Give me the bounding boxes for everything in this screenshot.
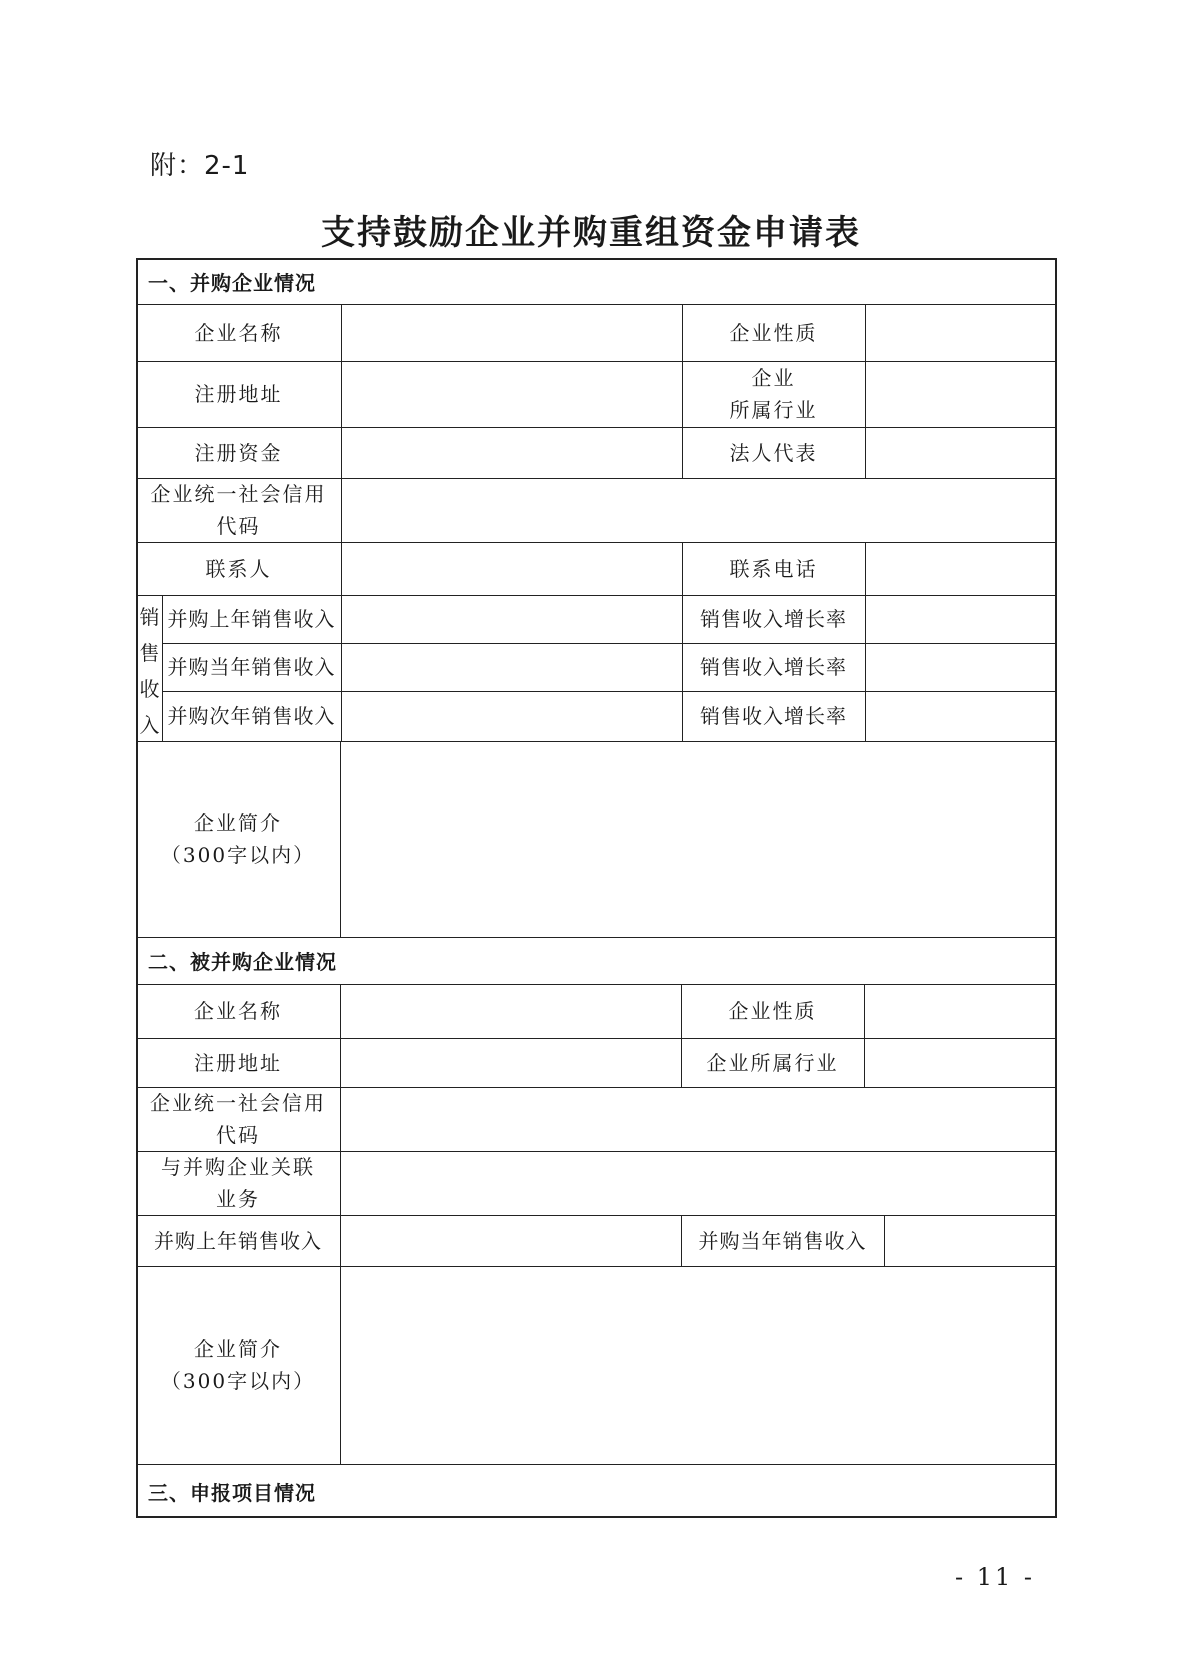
- s1-sales-growth-label: 销售收入增长率: [700, 655, 847, 679]
- section2-heading: 二、被并购企业情况: [148, 950, 337, 974]
- s1-sales-row-label: 并购当年销售收入: [167, 655, 336, 679]
- sales-income-group-label: [137, 598, 162, 741]
- page-number: - 11 -: [955, 1563, 1036, 1591]
- col-divider: [340, 984, 341, 1464]
- attachment-label: 附：2-1: [150, 151, 250, 181]
- s2-prev-sales-label: 并购上年销售收入: [154, 1228, 322, 1253]
- s1-credit-code-label: [136, 478, 341, 542]
- s2-curr-sales-label: 并购当年销售收入: [698, 1228, 867, 1253]
- s1-company-nature-label: 企业性质: [729, 320, 818, 345]
- col-divider: [864, 984, 865, 1087]
- s1-intro-label: [136, 741, 340, 937]
- s1-sales-growth-label: 销售收入增长率: [700, 704, 847, 728]
- page-title: 支持鼓励企业并购重组资金申请表: [321, 213, 861, 253]
- col-divider: [884, 1215, 885, 1266]
- col-divider: [865, 542, 866, 741]
- s1-industry-line1: 企业: [751, 366, 796, 390]
- s1-legal-rep-label: 法人代表: [729, 440, 818, 465]
- s1-sales-growth-label: 销售收入增长率: [700, 607, 847, 631]
- s2-industry-label: 企业所属行业: [706, 1050, 839, 1075]
- s1-intro-line1: 企业简介: [194, 811, 282, 835]
- sales-group-char: 收: [139, 676, 160, 701]
- s2-company-nature-label: 企业性质: [728, 999, 817, 1023]
- s1-contact-label: 联系人: [205, 556, 272, 581]
- s1-credit-code-line2: 代码: [216, 514, 261, 538]
- s1-industry-line2: 所属行业: [729, 398, 818, 422]
- s2-intro-line1: 企业简介: [194, 1337, 282, 1361]
- col-divider: [865, 304, 866, 478]
- s1-sales-row-label: 并购次年销售收入: [167, 704, 336, 728]
- s1-reg-capital-label: 注册资金: [194, 440, 283, 465]
- s2-company-name-label: 企业名称: [194, 999, 282, 1023]
- s1-sales-row-label: 并购上年销售收入: [167, 607, 336, 631]
- s1-credit-code-line1: 企业统一社会信用: [150, 482, 327, 506]
- s1-reg-address-label: 注册地址: [194, 382, 283, 406]
- section1-heading: 一、并购企业情况: [148, 270, 316, 295]
- col-divider: [340, 741, 341, 937]
- col-divider: [341, 304, 342, 741]
- section3-heading: 三、申报项目情况: [148, 1480, 316, 1505]
- s2-intro-label: [136, 1266, 340, 1464]
- s2-related-line2: 业务: [216, 1187, 260, 1211]
- s2-related-line1: 与并购企业关联: [161, 1155, 315, 1179]
- s1-industry-label: [682, 361, 865, 427]
- s2-credit-code-label: [136, 1087, 340, 1151]
- sales-group-char: 入: [139, 712, 160, 737]
- s1-company-name-label: 企业名称: [194, 320, 283, 345]
- s2-related-business-label: [136, 1151, 340, 1215]
- sales-group-char: 销: [139, 605, 160, 630]
- s2-reg-address-label: 注册地址: [194, 1050, 282, 1075]
- s2-credit-code-line2: 代码: [216, 1123, 260, 1147]
- s2-credit-code-line1: 企业统一社会信用: [150, 1091, 326, 1115]
- s2-intro-line2: （300字以内）: [160, 1369, 316, 1393]
- sales-group-char: 售: [139, 641, 160, 666]
- s1-contact-phone-label: 联系电话: [729, 556, 818, 581]
- s1-intro-line2: （300字以内）: [160, 843, 316, 867]
